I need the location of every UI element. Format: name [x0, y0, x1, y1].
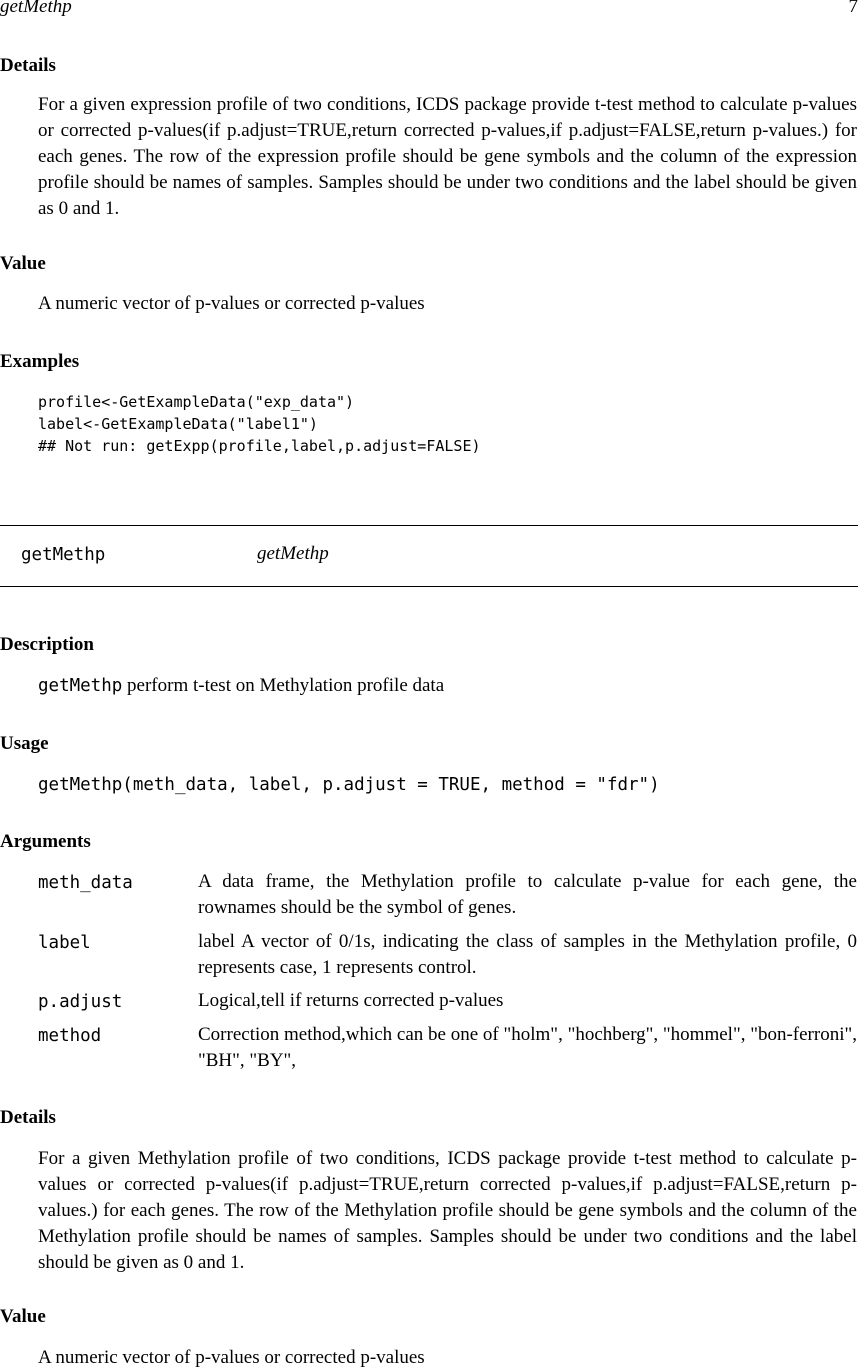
value-heading: Value [0, 1306, 46, 1327]
argument-description: label A vector of 0/1s, indicating the class of samples in the Methylation profile, 0 represents case, 1 represents control. [198, 931, 857, 978]
argument-description: Logical,tell if returns corrected p-values [198, 990, 504, 1011]
argument-name: meth_data [38, 873, 133, 893]
details-text: For a given Methylation profile of two conditions, ICDS package provide t-test method to calculate p-values or corrected p-values(if p.adjust=TRUE,return corrected p-values,if p.adjust=FALSE,return p-values.) for each genes. The row of the Methylation profile should be gene symbols and the column of the Methylation profile should be names of samples. Samples should be under two conditions and the label should be given as 0 and 1. [38, 1148, 857, 1273]
details-heading: Details [0, 1107, 56, 1128]
page-number: 7 [848, 0, 858, 17]
argument-name: label [38, 933, 91, 953]
description-body: perform t-test on Methylation profile data [122, 675, 445, 696]
description-text [38, 673, 857, 699]
topic-rule-bottom [0, 586, 858, 587]
example-line-2: label<-GetExampleData("label1") [38, 415, 318, 433]
prev-value-text: A numeric vector of p-values or corrected p-values [38, 293, 425, 314]
arguments-heading: Arguments [0, 831, 91, 852]
topic-title: getMethp [257, 543, 329, 564]
argument-description: Correction method,which can be one of "holm", "hochberg", "hommel", "bon-ferroni", "BH", "BY", [198, 1024, 857, 1071]
prev-examples-heading: Examples [0, 351, 80, 372]
topic-name: getMethp [21, 545, 106, 565]
example-line-1: profile<-GetExampleData("exp_data") [38, 393, 355, 411]
usage-heading: Usage [0, 733, 49, 754]
running-header-title: getMethp [0, 0, 72, 17]
example-line-3: ## Not run: getExpp(profile,label,p.adjust=FALSE) [38, 437, 481, 455]
prev-details-text: For a given expression profile of two conditions, ICDS package provide t-test method to calculate p-values or corrected p-values(if p.adjust=TRUE,return corrected p-values,if p.adjust=FALSE,return p-values.) for each genes. The row of the expression profile should be gene symbols and the column of the expression profile should be names of samples. Samples should be under two conditions and the label should be given as 0 and 1. [38, 94, 857, 219]
prev-value-heading: Value [0, 253, 46, 274]
argument-name: p.adjust [38, 992, 123, 1012]
argument-name: method [38, 1026, 102, 1046]
usage-code: getMethp(meth_data, label, p.adjust = TRUE, method = "fdr") [38, 775, 660, 795]
prev-details-heading: Details [0, 55, 56, 76]
argument-description: A data frame, the Methylation profile to calculate p-value for each gene, the rownames should be the symbol of genes. [198, 871, 857, 918]
description-heading: Description [0, 634, 94, 655]
description-code: getMethp [38, 676, 123, 696]
value-text: A numeric vector of p-values or corrected p-values [38, 1347, 425, 1368]
topic-rule-top [0, 525, 858, 526]
